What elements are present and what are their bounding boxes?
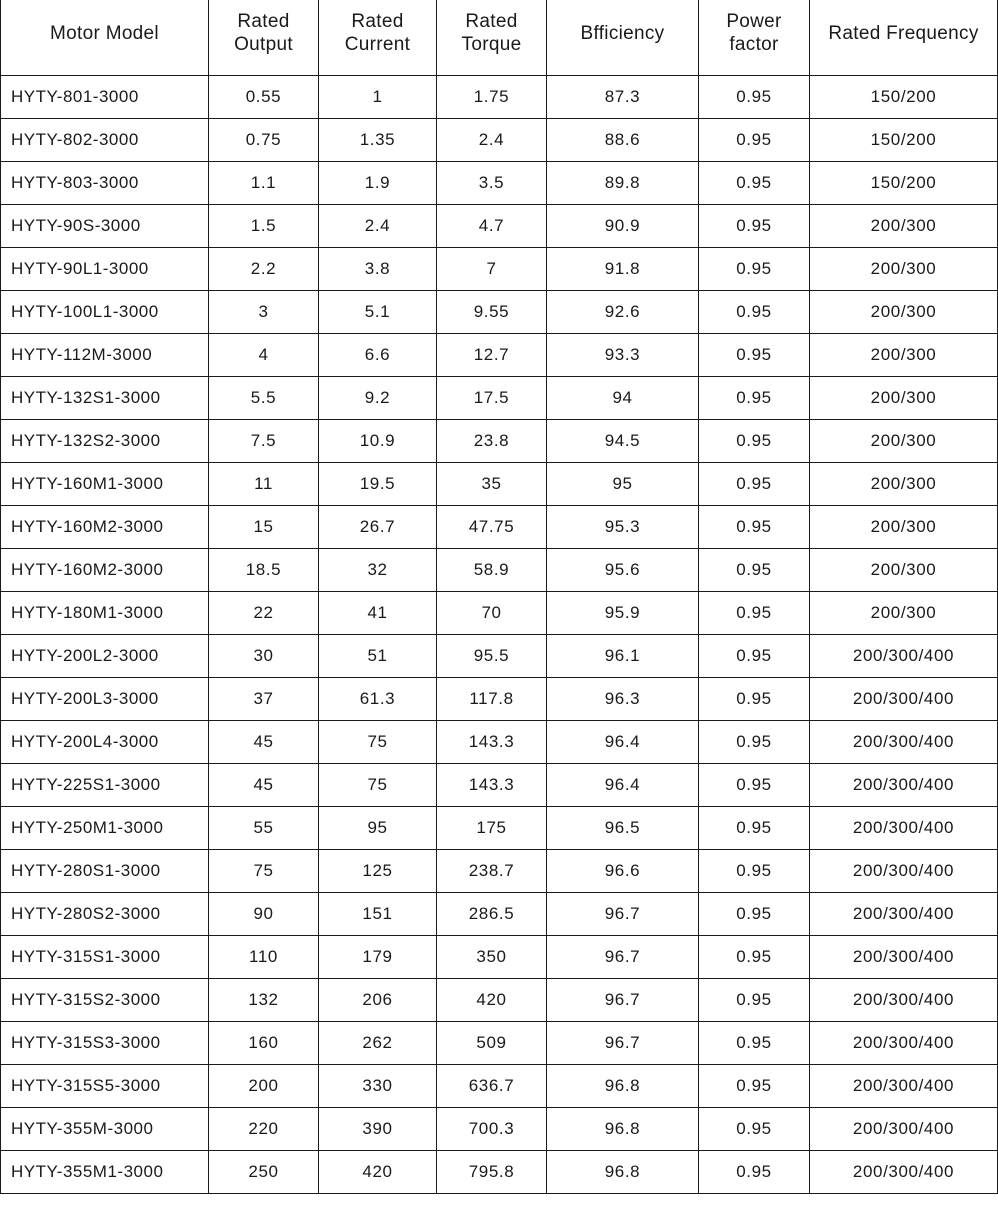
cell-motor-model: HYTY-100L1-3000 [1,291,209,334]
cell-rated-torque: 350 [437,936,547,979]
cell-efficiency: 96.4 [547,764,699,807]
cell-power-factor: 0.95 [699,1022,810,1065]
cell-rated-current: 9.2 [319,377,437,420]
cell-rated-output: 1.5 [209,205,319,248]
cell-rated-current: 19.5 [319,463,437,506]
cell-rated-torque: 143.3 [437,721,547,764]
table-row [1,592,998,635]
cell-rated-current: 420 [319,1151,437,1194]
cell-rated-current: 125 [319,850,437,893]
table-row [1,549,998,592]
cell-power-factor: 0.95 [699,1151,810,1194]
cell-rated-current: 95 [319,807,437,850]
cell-motor-model: HYTY-180M1-3000 [1,592,209,635]
cell-rated-torque: 2.4 [437,119,547,162]
header-efficiency [547,0,699,76]
cell-rated-current: 2.4 [319,205,437,248]
cell-motor-model: HYTY-90L1-3000 [1,248,209,291]
cell-rated-torque: 95.5 [437,635,547,678]
cell-rated-output: 55 [209,807,319,850]
cell-motor-model: HYTY-315S5-3000 [1,1065,209,1108]
cell-power-factor: 0.95 [699,162,810,205]
table-row [1,334,998,377]
cell-rated-output: 90 [209,893,319,936]
cell-efficiency: 93.3 [547,334,699,377]
cell-rated-frequency: 200/300/400 [810,850,998,893]
cell-rated-output: 0.75 [209,119,319,162]
cell-efficiency: 91.8 [547,248,699,291]
cell-power-factor: 0.95 [699,678,810,721]
table-row [1,1151,998,1194]
cell-rated-torque: 4.7 [437,205,547,248]
table-row [1,377,998,420]
cell-rated-torque: 795.8 [437,1151,547,1194]
cell-rated-torque: 47.75 [437,506,547,549]
header-text: Rated [465,11,518,32]
header-text: Torque [461,34,522,55]
cell-rated-output: 1.1 [209,162,319,205]
cell-efficiency: 96.3 [547,678,699,721]
cell-rated-torque: 420 [437,979,547,1022]
cell-rated-torque: 636.7 [437,1065,547,1108]
cell-efficiency: 90.9 [547,205,699,248]
cell-power-factor: 0.95 [699,205,810,248]
header-text: Motor Model [50,22,159,44]
cell-rated-frequency: 200/300 [810,334,998,377]
cell-rated-output: 250 [209,1151,319,1194]
cell-rated-torque: 286.5 [437,893,547,936]
cell-power-factor: 0.95 [699,1065,810,1108]
header-text: factor [729,34,779,55]
cell-rated-frequency: 200/300 [810,463,998,506]
cell-rated-torque: 58.9 [437,549,547,592]
cell-rated-torque: 175 [437,807,547,850]
cell-rated-torque: 509 [437,1022,547,1065]
cell-motor-model: HYTY-280S2-3000 [1,893,209,936]
cell-power-factor: 0.95 [699,1108,810,1151]
cell-rated-current: 5.1 [319,291,437,334]
cell-efficiency: 92.6 [547,291,699,334]
cell-rated-frequency: 200/300 [810,549,998,592]
cell-rated-frequency: 150/200 [810,76,998,119]
cell-motor-model: HYTY-132S1-3000 [1,377,209,420]
cell-rated-output: 160 [209,1022,319,1065]
header-rated-current [319,0,437,76]
cell-rated-frequency: 150/200 [810,119,998,162]
cell-rated-output: 2.2 [209,248,319,291]
cell-motor-model: HYTY-250M1-3000 [1,807,209,850]
cell-rated-frequency: 200/300/400 [810,678,998,721]
cell-rated-frequency: 200/300/400 [810,635,998,678]
cell-rated-output: 37 [209,678,319,721]
table-row [1,807,998,850]
cell-rated-output: 11 [209,463,319,506]
table-row [1,635,998,678]
cell-rated-output: 75 [209,850,319,893]
table-row [1,162,998,205]
cell-efficiency: 96.7 [547,1022,699,1065]
table-row [1,248,998,291]
cell-rated-torque: 7 [437,248,547,291]
cell-efficiency: 96.7 [547,936,699,979]
table-body [1,76,998,1194]
cell-motor-model: HYTY-132S2-3000 [1,420,209,463]
cell-rated-current: 179 [319,936,437,979]
header-rated-torque [437,0,547,76]
cell-efficiency: 94.5 [547,420,699,463]
cell-rated-frequency: 150/200 [810,162,998,205]
header-text: Rated [237,11,290,32]
cell-rated-output: 220 [209,1108,319,1151]
cell-rated-current: 206 [319,979,437,1022]
cell-power-factor: 0.95 [699,635,810,678]
cell-rated-frequency: 200/300/400 [810,764,998,807]
cell-power-factor: 0.95 [699,936,810,979]
cell-efficiency: 96.8 [547,1065,699,1108]
cell-rated-torque: 117.8 [437,678,547,721]
cell-rated-output: 45 [209,764,319,807]
table-header [1,0,998,76]
cell-motor-model: HYTY-112M-3000 [1,334,209,377]
cell-rated-torque: 1.75 [437,76,547,119]
cell-rated-current: 1.9 [319,162,437,205]
header-text: Bfficiency [580,22,665,44]
cell-rated-current: 1.35 [319,119,437,162]
cell-motor-model: HYTY-200L4-3000 [1,721,209,764]
header-power-factor [699,0,810,76]
cell-power-factor: 0.95 [699,506,810,549]
cell-efficiency: 89.8 [547,162,699,205]
cell-rated-frequency: 200/300 [810,291,998,334]
cell-power-factor: 0.95 [699,764,810,807]
cell-efficiency: 95.6 [547,549,699,592]
cell-rated-output: 30 [209,635,319,678]
cell-rated-frequency: 200/300 [810,248,998,291]
cell-motor-model: HYTY-200L2-3000 [1,635,209,678]
cell-rated-output: 22 [209,592,319,635]
cell-rated-torque: 23.8 [437,420,547,463]
cell-efficiency: 96.7 [547,979,699,1022]
cell-efficiency: 95 [547,463,699,506]
cell-rated-current: 6.6 [319,334,437,377]
cell-rated-frequency: 200/300/400 [810,1108,998,1151]
cell-rated-torque: 35 [437,463,547,506]
header-rated-frequency [810,0,998,76]
cell-power-factor: 0.95 [699,291,810,334]
header-text: Rated Frequency [828,22,979,44]
cell-rated-frequency: 200/300/400 [810,721,998,764]
cell-rated-torque: 70 [437,592,547,635]
cell-rated-current: 390 [319,1108,437,1151]
cell-rated-output: 110 [209,936,319,979]
cell-rated-current: 51 [319,635,437,678]
table-row [1,1065,998,1108]
cell-motor-model: HYTY-160M2-3000 [1,549,209,592]
cell-rated-current: 330 [319,1065,437,1108]
cell-rated-output: 15 [209,506,319,549]
cell-efficiency: 87.3 [547,76,699,119]
cell-rated-frequency: 200/300/400 [810,936,998,979]
cell-rated-current: 75 [319,721,437,764]
table-row [1,205,998,248]
table-row [1,893,998,936]
cell-motor-model: HYTY-225S1-3000 [1,764,209,807]
cell-power-factor: 0.95 [699,893,810,936]
cell-motor-model: HYTY-200L3-3000 [1,678,209,721]
cell-rated-torque: 17.5 [437,377,547,420]
table-row [1,850,998,893]
cell-rated-output: 7.5 [209,420,319,463]
cell-power-factor: 0.95 [699,549,810,592]
table-row [1,721,998,764]
cell-rated-output: 18.5 [209,549,319,592]
cell-motor-model: HYTY-315S1-3000 [1,936,209,979]
cell-rated-current: 3.8 [319,248,437,291]
cell-rated-frequency: 200/300 [810,592,998,635]
cell-motor-model: HYTY-355M-3000 [1,1108,209,1151]
header-text: Output [234,34,293,55]
cell-power-factor: 0.95 [699,979,810,1022]
cell-rated-current: 61.3 [319,678,437,721]
table-row [1,76,998,119]
cell-motor-model: HYTY-355M1-3000 [1,1151,209,1194]
cell-motor-model: HYTY-801-3000 [1,76,209,119]
cell-power-factor: 0.95 [699,420,810,463]
cell-rated-output: 5.5 [209,377,319,420]
cell-rated-frequency: 200/300/400 [810,807,998,850]
cell-power-factor: 0.95 [699,850,810,893]
cell-motor-model: HYTY-802-3000 [1,119,209,162]
table-row [1,463,998,506]
cell-motor-model: HYTY-160M1-3000 [1,463,209,506]
cell-rated-current: 32 [319,549,437,592]
cell-rated-torque: 143.3 [437,764,547,807]
cell-rated-current: 262 [319,1022,437,1065]
cell-efficiency: 95.9 [547,592,699,635]
table-row [1,506,998,549]
cell-power-factor: 0.95 [699,377,810,420]
cell-rated-torque: 9.55 [437,291,547,334]
table-row [1,420,998,463]
cell-rated-frequency: 200/300/400 [810,979,998,1022]
cell-rated-frequency: 200/300 [810,506,998,549]
table-row [1,936,998,979]
cell-rated-frequency: 200/300/400 [810,893,998,936]
cell-power-factor: 0.95 [699,119,810,162]
cell-power-factor: 0.95 [699,334,810,377]
table-row [1,1022,998,1065]
cell-rated-frequency: 200/300/400 [810,1022,998,1065]
cell-power-factor: 0.95 [699,463,810,506]
cell-power-factor: 0.95 [699,807,810,850]
cell-rated-frequency: 200/300 [810,420,998,463]
table-row [1,678,998,721]
cell-rated-torque: 700.3 [437,1108,547,1151]
cell-rated-current: 151 [319,893,437,936]
cell-rated-current: 75 [319,764,437,807]
cell-efficiency: 95.3 [547,506,699,549]
cell-rated-frequency: 200/300 [810,205,998,248]
table-row [1,291,998,334]
table-row [1,764,998,807]
cell-rated-output: 200 [209,1065,319,1108]
cell-rated-frequency: 200/300/400 [810,1065,998,1108]
cell-power-factor: 0.95 [699,248,810,291]
cell-rated-output: 132 [209,979,319,1022]
cell-motor-model: HYTY-90S-3000 [1,205,209,248]
cell-power-factor: 0.95 [699,76,810,119]
cell-efficiency: 96.8 [547,1108,699,1151]
cell-rated-current: 1 [319,76,437,119]
cell-efficiency: 96.1 [547,635,699,678]
header-rated-output [209,0,319,76]
cell-rated-output: 4 [209,334,319,377]
cell-rated-torque: 3.5 [437,162,547,205]
cell-power-factor: 0.95 [699,592,810,635]
header-motor-model [1,0,209,76]
cell-rated-frequency: 200/300/400 [810,1151,998,1194]
cell-motor-model: HYTY-315S2-3000 [1,979,209,1022]
header-row [1,0,998,76]
cell-rated-torque: 238.7 [437,850,547,893]
table-row [1,979,998,1022]
cell-motor-model: HYTY-803-3000 [1,162,209,205]
table-row [1,1108,998,1151]
cell-motor-model: HYTY-280S1-3000 [1,850,209,893]
cell-efficiency: 94 [547,377,699,420]
cell-rated-torque: 12.7 [437,334,547,377]
cell-rated-current: 41 [319,592,437,635]
cell-rated-output: 0.55 [209,76,319,119]
table-row [1,119,998,162]
header-text: Rated [351,11,404,32]
cell-rated-current: 10.9 [319,420,437,463]
cell-power-factor: 0.95 [699,721,810,764]
cell-rated-output: 45 [209,721,319,764]
header-text: Power [726,11,782,32]
cell-efficiency: 96.8 [547,1151,699,1194]
cell-efficiency: 96.4 [547,721,699,764]
cell-efficiency: 96.6 [547,850,699,893]
cell-efficiency: 96.5 [547,807,699,850]
cell-rated-current: 26.7 [319,506,437,549]
cell-motor-model: HYTY-160M2-3000 [1,506,209,549]
cell-rated-output: 3 [209,291,319,334]
cell-rated-frequency: 200/300 [810,377,998,420]
cell-efficiency: 96.7 [547,893,699,936]
header-text: Current [344,34,411,55]
cell-motor-model: HYTY-315S3-3000 [1,1022,209,1065]
cell-efficiency: 88.6 [547,119,699,162]
